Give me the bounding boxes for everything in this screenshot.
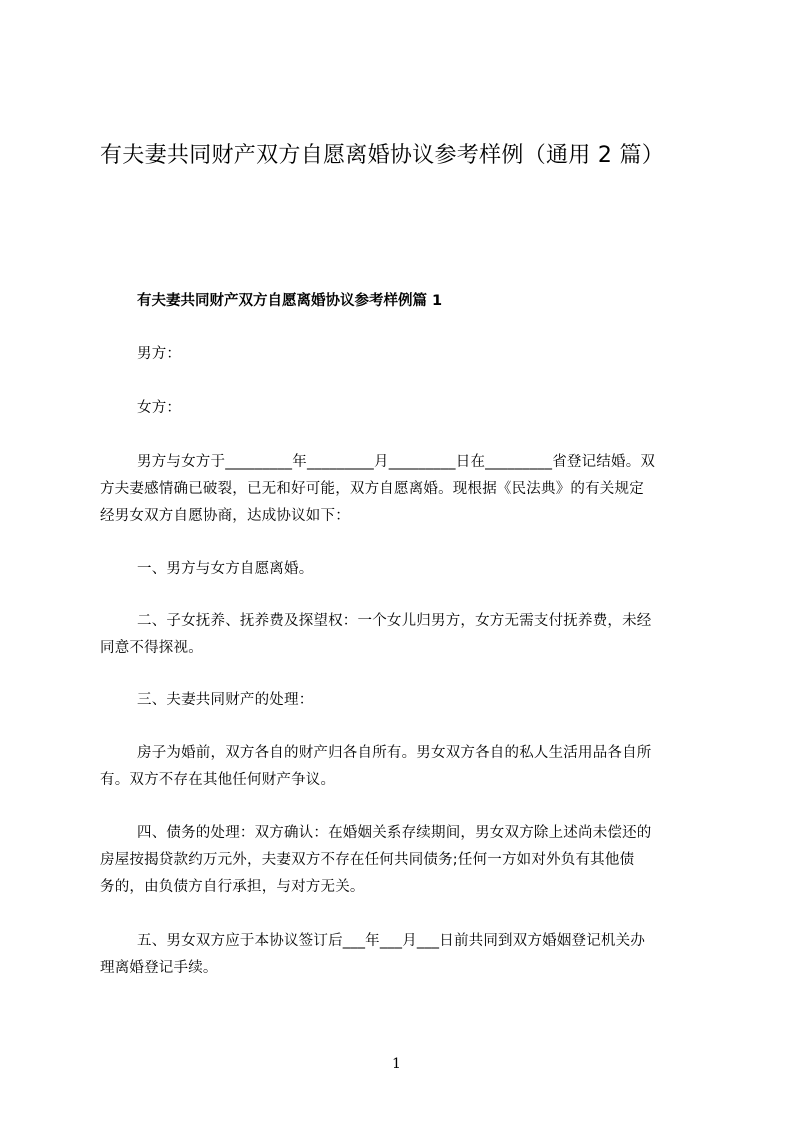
paragraph-clause-3: [100, 687, 710, 714]
paragraph-clause-5: [100, 928, 710, 982]
paragraph-clause-4: [100, 820, 710, 901]
paragraph-clause-2: [100, 608, 710, 662]
paragraph-line: 有。双方不存在其他任何财产争议。: [100, 772, 336, 788]
paragraph-line: 男方与女方于_________年_________月_________日在_________省登记结婚。双: [137, 454, 656, 470]
paragraph-line: 理离婚登记手续。: [100, 960, 218, 976]
paragraph-line: 务的，由负债方自行承担，与对方无关。: [100, 879, 365, 895]
paragraph-line: 房子为婚前，双方各自的财产归各自所有。男女双方各自的私人生活用品各自所: [137, 745, 652, 761]
paragraph-line: 五、男女双方应于本协议签订后___年___月___日前共同到双方婚姻登记机关办: [137, 933, 646, 949]
paragraph-line: 方夫妻感情确已破裂，已无和好可能，双方自愿离婚。现根据《民法典》的有关规定: [100, 481, 644, 497]
page-number: 1: [392, 1056, 401, 1072]
paragraph-property: [100, 740, 710, 794]
paragraph-clause-1: [100, 556, 710, 583]
document-title: 有夫妻共同财产双方自愿离婚协议参考样例（通用 2 篇）: [100, 143, 665, 168]
paragraph-line: 三、夫妻共同财产的处理：: [137, 692, 314, 708]
paragraph-marriage-registration: [100, 449, 710, 530]
paragraph-line: 一、男方与女方自愿离婚。: [137, 561, 314, 577]
paragraph-line: 女方：: [137, 400, 182, 416]
paragraph-line: 房屋按揭贷款约万元外，夫妻双方不存在任何共同债务;任何一方如对外负有其他债: [100, 852, 635, 868]
paragraph-line: 经男女双方自愿协商，达成协议如下：: [100, 508, 350, 524]
section-heading: 有夫妻共同财产双方自愿离婚协议参考样例篇 1: [137, 293, 443, 309]
paragraph-line: 二、子女抚养、抚养费及探望权：一个女儿归男方，女方无需支付抚养费，未经: [137, 613, 652, 629]
paragraph-male-party: [100, 341, 710, 368]
paragraph-line: 男方：: [137, 346, 182, 362]
paragraph-female-party: [100, 395, 710, 422]
paragraph-line: 四、债务的处理：双方确认：在婚姻关系存续期间，男女双方除上述尚未偿还的: [137, 825, 652, 841]
paragraph-line: 同意不得探视。: [100, 640, 203, 656]
